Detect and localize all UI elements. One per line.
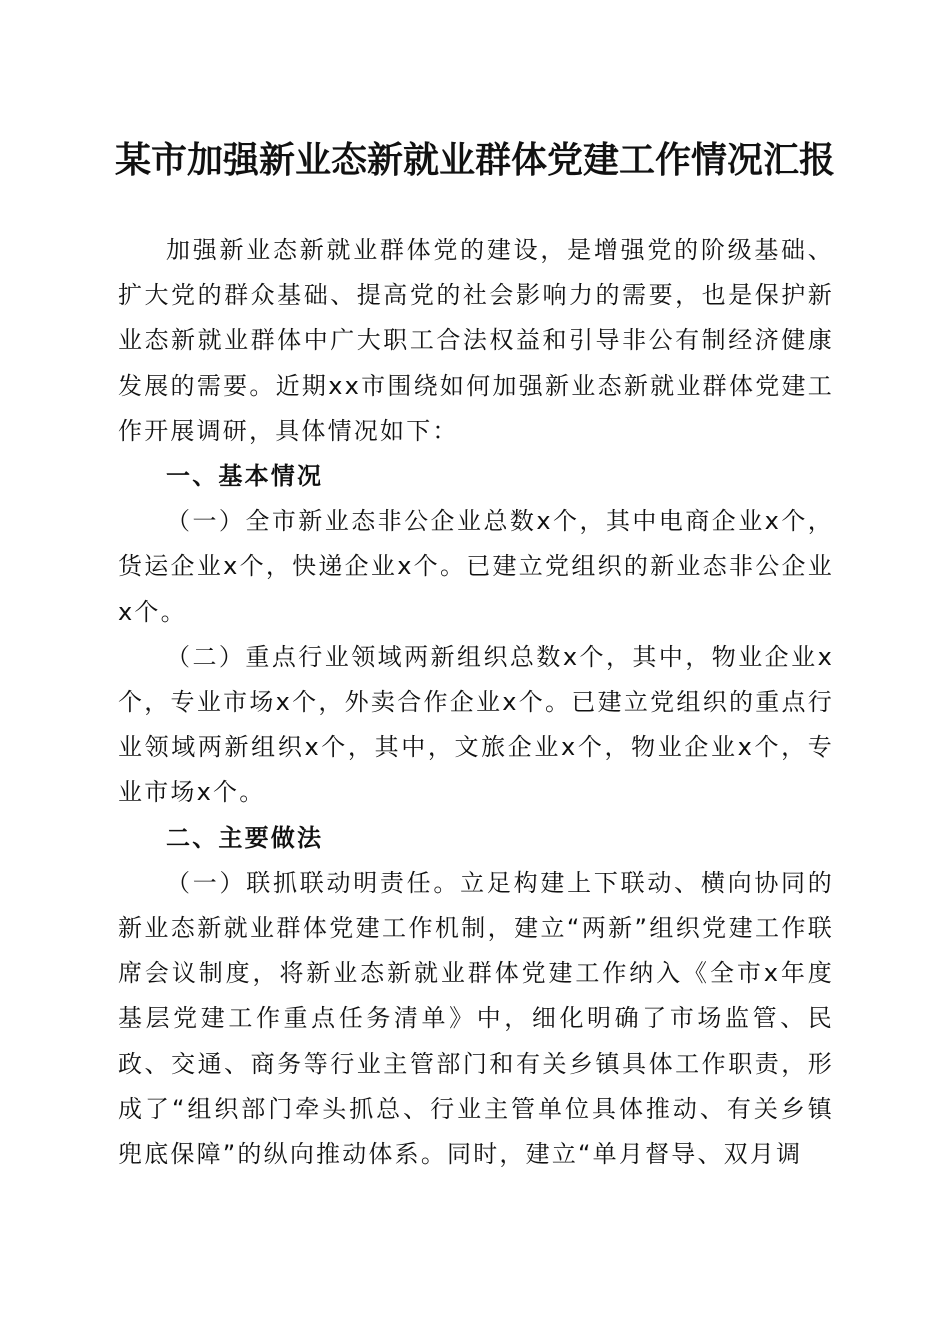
- basic-paragraph-1: （一）全市新业态非公企业总数x个，其中电商企业x个，货运企业x个，快递企业x个。已建立党组织的新业态非公企业x个。: [118, 507, 834, 626]
- document-body: [118, 228, 834, 1177]
- intro-paragraph: 加强新业态新就业群体党的建设，是增强党的阶级基础、扩大党的群众基础、提高党的社会影响力的需要，也是保护新业态新就业群体中广大职工合法权益和引导非公有制经济健康发展的需要。近期xx市围绕如何加强新业态新就业群体党建工作开展调研，具体情况如下：: [118, 236, 834, 445]
- section-heading-basic: 一、基本情况: [166, 462, 324, 491]
- practices-paragraph-1: （一）联抓联动明责任。立足构建上下联动、横向协同的新业态新就业群体党建工作机制，建立“两新”组织党建工作联席会议制度，将新业态新就业群体党建工作纳入《全市x年度基层党建工作重点任务清单》中，细化明确了市场监管、民政、交通、商务等行业主管部门和有关乡镇具体工作职责，形成了“组织部门牵头抓总、行业主管单位具体推动、有关乡镇兜底保障”的纵向推动体系。同时，建立“单月督导、双月调: [118, 868, 834, 1169]
- basic-paragraph-2: （二）重点行业领域两新组织总数x个，其中，物业企业x个，专业市场x个，外卖合作企业x个。已建立党组织的重点行业领域两新组织x个，其中，文旅企业x个，物业企业x个，专业市场x个。: [118, 642, 834, 807]
- section-heading-practices: 二、主要做法: [166, 823, 324, 852]
- document-title: 某市加强新业态新就业群体党建工作情况汇报: [114, 139, 835, 181]
